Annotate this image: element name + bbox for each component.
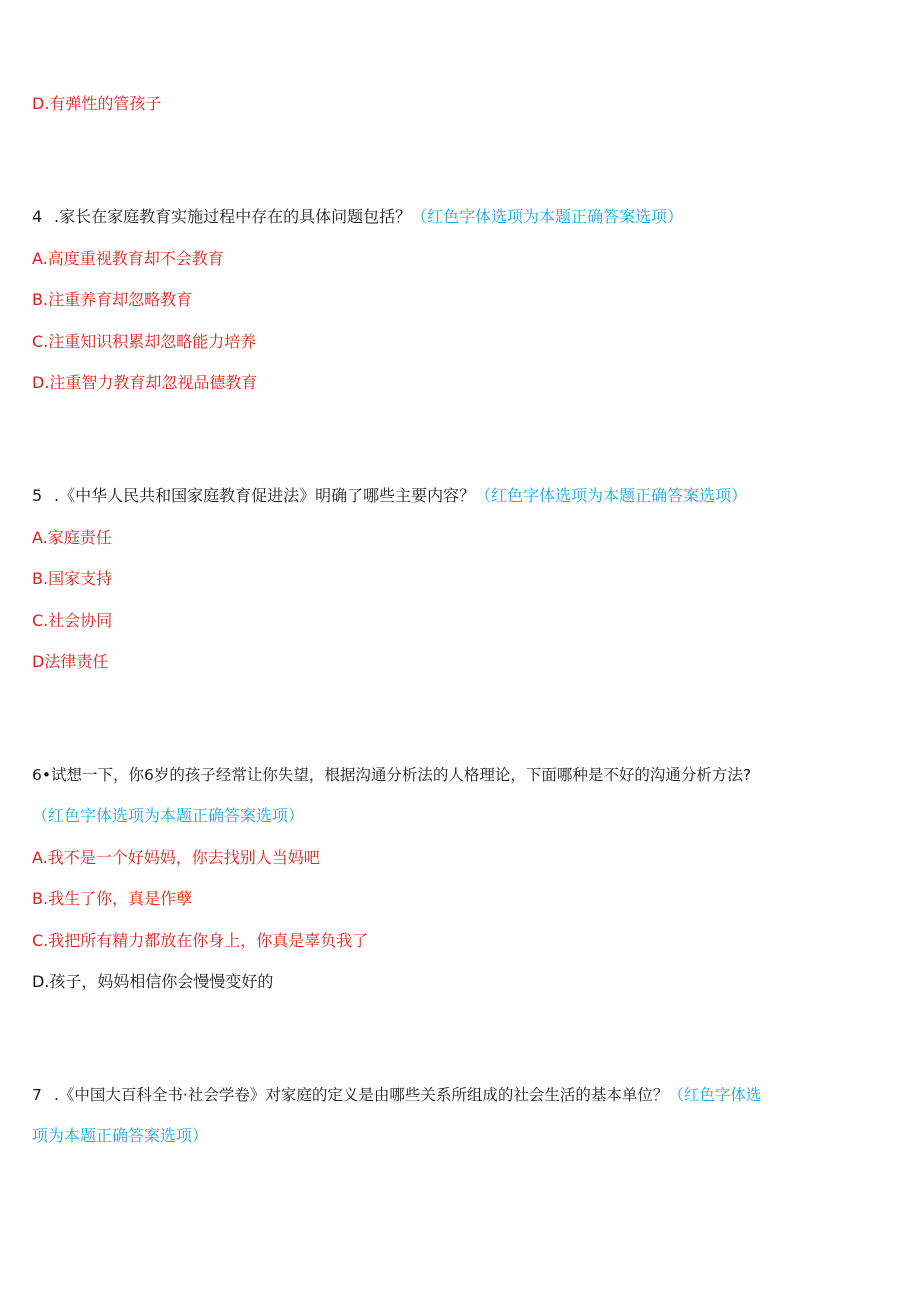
question-7-hint-part2: 项为本题正确答案选项）: [32, 1126, 209, 1145]
question-4: [32, 206, 683, 228]
question-6-option-c: C.我把所有精力都放在你身上，你真是辜负我了: [32, 931, 369, 950]
question-6-option-a: A.我不是一个好妈妈，你去找别人当妈吧: [32, 848, 320, 867]
question-7-number: 7: [32, 1086, 42, 1104]
question-5-hint: （红色字体选项为本题正确答案选项）: [475, 486, 748, 505]
question-4-option-d: D.注重智力教育却忽视品德教育: [32, 373, 258, 392]
question-5-option-c: C.社会协同: [32, 611, 113, 630]
question-5-text: .《中华人民共和国家庭教育促进法》明确了哪些主要内容？: [54, 486, 476, 505]
question-4-option-c: C.注重知识积累却忽略能力培养: [32, 332, 257, 351]
question-4-text: .家长在家庭教育实施过程中存在的具体问题包括？: [54, 207, 412, 226]
question-7-text: .《中国大百科全书·社会学卷》对家庭的定义是由哪些关系所组成的社会生活的基本单位？: [54, 1086, 669, 1104]
question-5: [32, 485, 747, 507]
question-5-option-b: B.国家支持: [32, 569, 113, 588]
question-5-number: 5: [32, 486, 43, 505]
question-6-hint: （红色字体选项为本题正确答案选项）: [32, 806, 305, 825]
question-4-number: 4: [32, 207, 43, 226]
question-7: [32, 1084, 761, 1106]
question-7-hint-part1: （红色字体选: [668, 1086, 762, 1104]
question-5-option-a: A.家庭责任: [32, 528, 112, 547]
question-6-option-d: D.孩子，妈妈相信你会慢慢变好的: [32, 972, 274, 991]
prev-question-option-d: D.有弹性的管孩子: [32, 94, 162, 113]
question-4-hint: （红色字体选项为本题正确答案选项）: [411, 207, 684, 226]
question-5-option-d: D法律责任: [32, 652, 109, 671]
question-4-option-a: A.高度重视教育却不会教育: [32, 249, 224, 268]
question-6-option-b: B.我生了你，真是作孽: [32, 889, 193, 908]
question-6-text: 6•试想一下，你6岁的孩子经常让你失望，根据沟通分析法的人格理论，下面哪种是不好的沟通分析方法?: [32, 766, 752, 784]
question-4-option-b: B.注重养育却忽略教育: [32, 290, 193, 309]
